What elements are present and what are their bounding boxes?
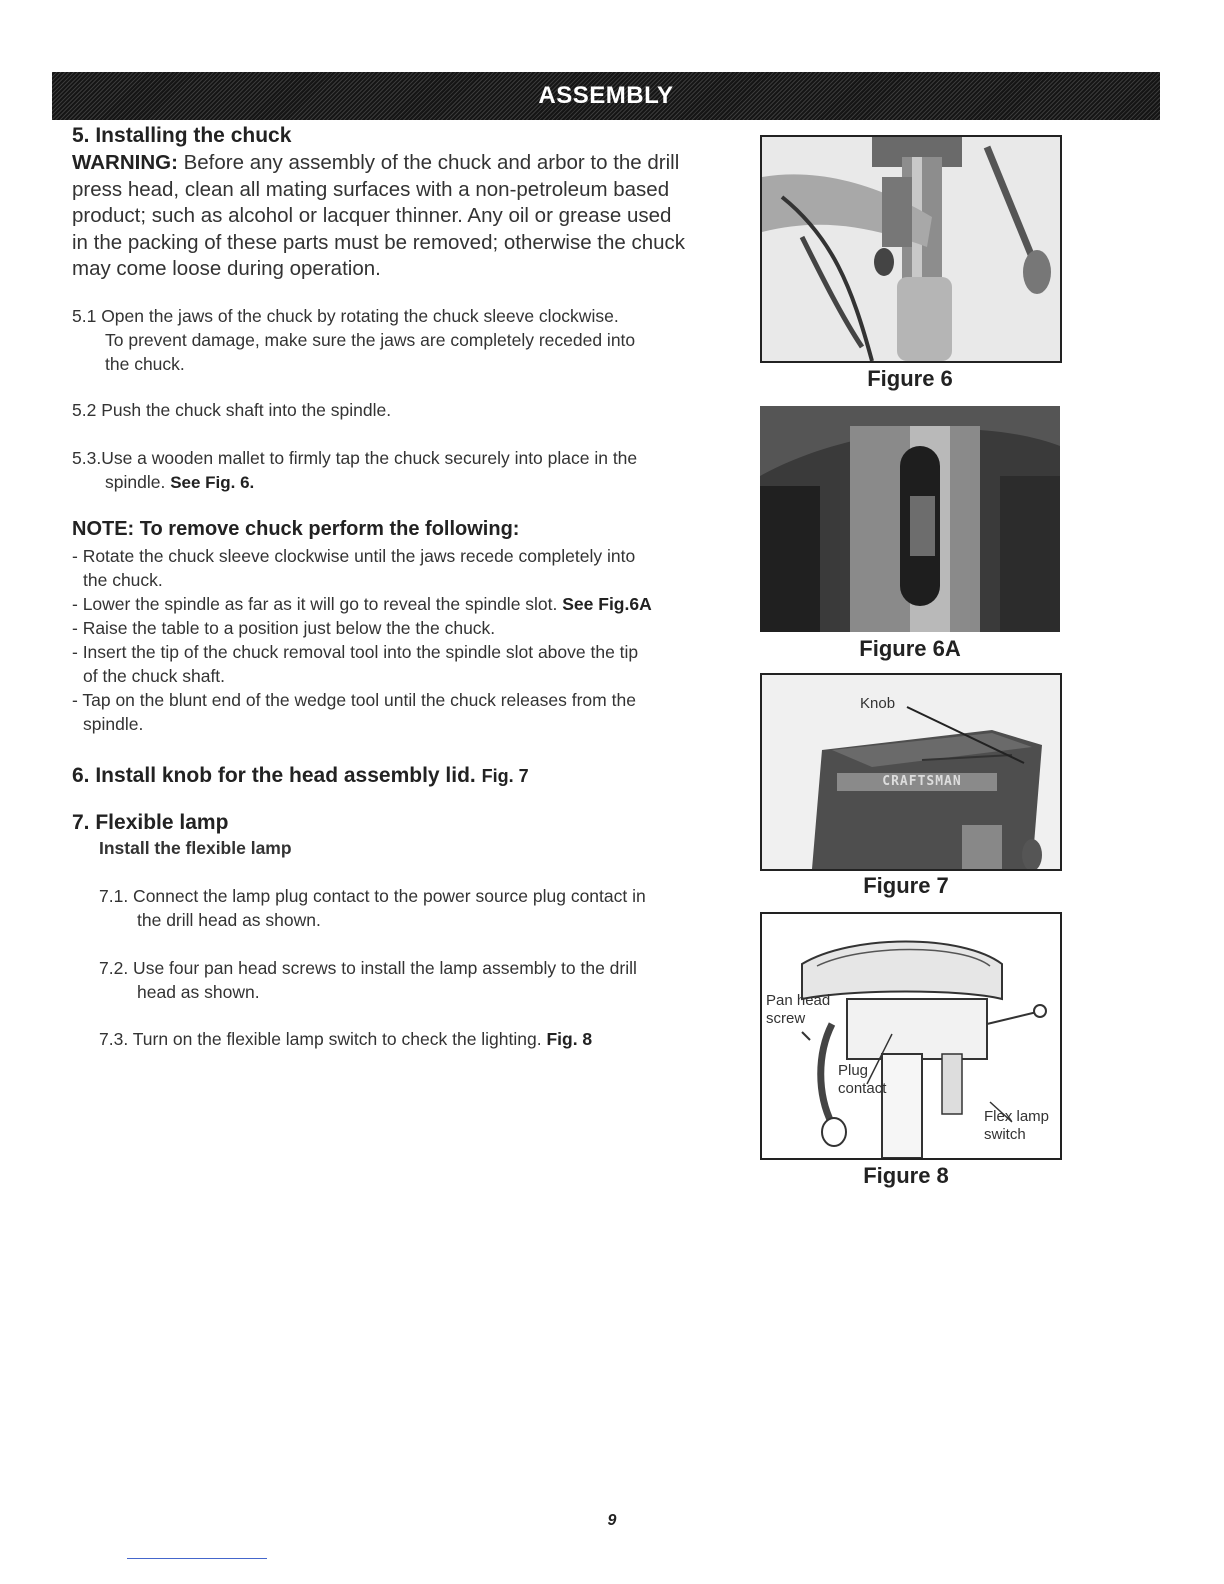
note-bullet-4-line-2: of the chuck shaft. [83, 666, 226, 686]
figure-7-brand-label: CRAFTSMAN [882, 774, 962, 789]
figure-6-image [760, 135, 1062, 363]
section-6-title: 6. Install knob for the head assembly lid. [72, 764, 482, 787]
step-7-2-line-2: head as shown. [137, 982, 260, 1002]
figure-8-label-flex-line-1: Flex lamp [984, 1108, 1050, 1125]
step-5-1-line-3: the chuck. [105, 354, 185, 374]
warning-line-3: product; such as alcohol or lacquer thinner. Any oil or grease used [72, 204, 672, 227]
note-bullet-2-ref: See Fig.6A [562, 594, 652, 614]
note-heading: NOTE: To remove chuck perform the following: [72, 518, 520, 540]
warning-line-5: may come loose during operation. [72, 257, 381, 280]
figure-6-caption: Figure 6 [867, 366, 953, 391]
step-7-3-ref: Fig. 8 [546, 1029, 593, 1049]
warning-paragraph [72, 150, 742, 283]
figure-7-image [760, 673, 1062, 871]
figure-6-illustration [762, 137, 1060, 361]
figure-7-illustration [762, 675, 1060, 869]
figure-7-label-knob: Knob [860, 695, 896, 712]
note-bullets [72, 544, 742, 736]
section-5-heading: 5. Installing the chuck [72, 124, 292, 147]
note-bullet-5-line-2: spindle. [83, 714, 144, 734]
section-7-heading: 7. Flexible lamp [72, 811, 229, 834]
warning-label: WARNING: [72, 151, 178, 174]
step-7-1-line-2: the drill head as shown. [137, 910, 321, 930]
note-bullet-4-line-1: - Insert the tip of the chuck removal tool into the spindle slot above the tip [72, 642, 639, 662]
figure-8-label-pan-line-1: Pan head [766, 992, 831, 1009]
step-5-3-line-2: spindle. [105, 472, 171, 492]
step-5-2 [72, 398, 732, 422]
figure-6a-image [760, 406, 1060, 632]
banner-title: ASSEMBLY [538, 82, 674, 109]
figure-8-label-pan-line-2: screw [766, 1010, 806, 1027]
section-7-subheading: Install the flexible lamp [99, 838, 292, 858]
step-7-1-line-1: 7.1. Connect the lamp plug contact to the power source plug contact in [99, 886, 646, 906]
step-7-3-line-1: 7.3. Turn on the flexible lamp switch to check the lighting. [99, 1029, 547, 1049]
step-7-3 [99, 1027, 739, 1051]
figure-8-label-flex-line-2: switch [984, 1126, 1026, 1143]
step-5-3-ref: See Fig. 6. [170, 473, 255, 492]
note-bullet-1-line-2: the chuck. [83, 570, 163, 590]
note-bullet-5-line-1: - Tap on the blunt end of the wedge tool until the chuck releases from the [72, 690, 636, 710]
step-5-1-line-2: To prevent damage, make sure the jaws are completely receded into [105, 330, 636, 350]
step-7-2-line-1: 7.2. Use four pan head screws to install the lamp assembly to the drill [99, 958, 637, 978]
figure-8-label-plug-line-2: contact [838, 1080, 887, 1097]
figure-8-label-flex-lamp-switch [984, 1108, 1049, 1144]
section-banner [52, 72, 1160, 120]
section-6-heading [72, 764, 529, 788]
figure-8-label-plug-line-1: Plug [838, 1062, 869, 1079]
note-bullet-2-line-1: - Lower the spindle as far as it will go to reveal the spindle slot. [72, 594, 563, 614]
section-6-ref: Fig. 7 [481, 766, 529, 786]
footer-rule [127, 1558, 267, 1559]
note-bullet-3-line-1: - Raise the table to a position just below the the chuck. [72, 618, 496, 638]
figure-7-caption: Figure 7 [863, 873, 949, 898]
warning-line-2: press head, clean all mating surfaces with a non-petroleum based [72, 177, 670, 201]
step-7-2 [99, 956, 739, 1004]
figure-6a-caption: Figure 6A [859, 636, 961, 661]
figure-8-label-plug-contact [838, 1062, 886, 1098]
figure-6a-illustration [760, 406, 1060, 632]
warning-line-1: Before any assembly of the chuck and arbor to the drill [177, 151, 680, 174]
figure-8-label-pan-head-screw [766, 992, 830, 1028]
figure-8-image [760, 912, 1062, 1160]
figure-8-caption: Figure 8 [863, 1163, 949, 1188]
step-5-1 [72, 304, 732, 376]
warning-line-4: in the packing of these parts must be removed; otherwise the chuck [72, 230, 686, 254]
step-5-3-line-1: 5.3.Use a wooden mallet to firmly tap the chuck securely into place in the [72, 448, 638, 468]
step-5-3 [72, 446, 732, 495]
step-5-1-line-1: 5.1 Open the jaws of the chuck by rotating the chuck sleeve clockwise. [72, 306, 619, 326]
step-5-2-line-1: 5.2 Push the chuck shaft into the spindle. [72, 400, 392, 420]
step-7-1 [99, 884, 739, 932]
note-bullet-1-line-1: - Rotate the chuck sleeve clockwise until the jaws recede completely into [72, 546, 636, 566]
page-number: 9 [607, 1512, 617, 1529]
